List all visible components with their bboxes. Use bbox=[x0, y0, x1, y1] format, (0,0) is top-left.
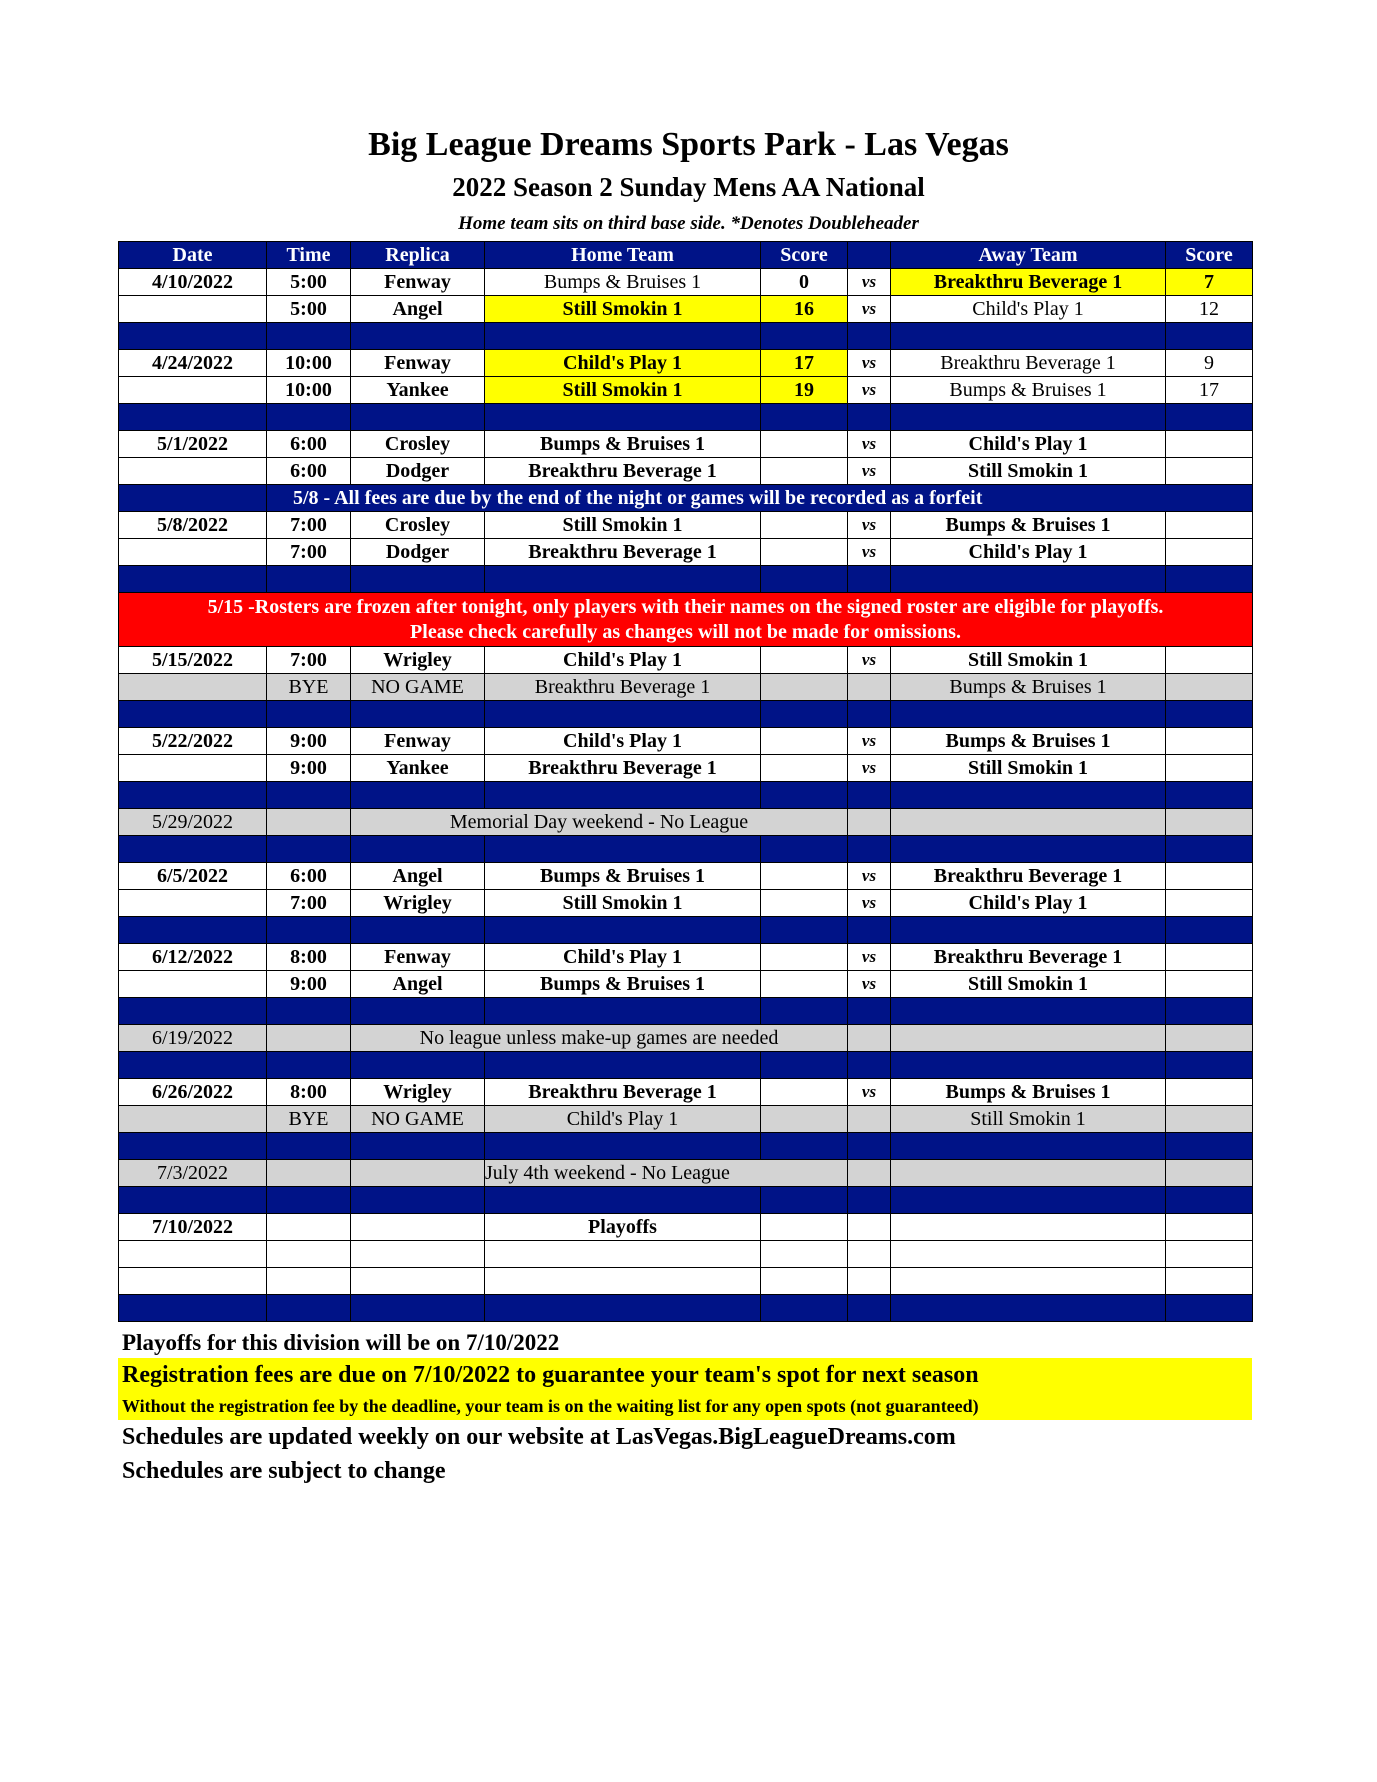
table-header-row bbox=[119, 242, 1253, 269]
time-cell: 6:00 bbox=[267, 863, 351, 890]
fees-banner: 5/8 - All fees are due by the end of the night or games will be recorded as a forfeit bbox=[267, 485, 1253, 512]
time-cell: 10:00 bbox=[267, 377, 351, 404]
away-team-cell: Child's Play 1 bbox=[891, 431, 1166, 458]
away-score-cell bbox=[1166, 1025, 1253, 1052]
away-team-cell: Still Smokin 1 bbox=[891, 458, 1166, 485]
field-cell: Yankee bbox=[351, 755, 485, 782]
away-team-cell: Bumps & Bruises 1 bbox=[891, 728, 1166, 755]
table-row bbox=[119, 944, 1253, 971]
table-row bbox=[119, 539, 1253, 566]
time-cell: 5:00 bbox=[267, 269, 351, 296]
separator-row bbox=[119, 782, 1253, 809]
col-header-vs bbox=[848, 242, 891, 269]
time-cell: 7:00 bbox=[267, 890, 351, 917]
home-score-cell: 19 bbox=[761, 377, 848, 404]
table-row bbox=[119, 971, 1253, 998]
bye-row bbox=[119, 1106, 1253, 1133]
field-cell: NO GAME bbox=[351, 1106, 485, 1133]
date-cell: 4/24/2022 bbox=[119, 350, 267, 377]
home-score-cell bbox=[761, 458, 848, 485]
time-cell: BYE bbox=[267, 674, 351, 701]
away-team-cell: Still Smokin 1 bbox=[891, 755, 1166, 782]
separator-row bbox=[119, 404, 1253, 431]
vs-cell bbox=[848, 1214, 891, 1241]
field-cell: NO GAME bbox=[351, 674, 485, 701]
date-cell: 7/3/2022 bbox=[119, 1160, 267, 1187]
field-cell bbox=[351, 1214, 485, 1241]
change-note: Schedules are subject to change bbox=[122, 1458, 446, 1484]
time-cell bbox=[267, 1214, 351, 1241]
home-team-cell: Breakthru Beverage 1 bbox=[485, 1079, 761, 1106]
time-cell: 6:00 bbox=[267, 431, 351, 458]
field-cell bbox=[351, 1160, 485, 1187]
time-cell: 9:00 bbox=[267, 755, 351, 782]
vs-cell: vs bbox=[848, 971, 891, 998]
away-team-cell: Still Smokin 1 bbox=[891, 971, 1166, 998]
separator-row bbox=[119, 1187, 1253, 1214]
away-score-cell bbox=[1166, 1214, 1253, 1241]
date-cell bbox=[119, 458, 267, 485]
col-header-away-score: Score bbox=[1166, 242, 1253, 269]
away-team-cell: Breakthru Beverage 1 bbox=[891, 269, 1166, 296]
field-cell: Wrigley bbox=[351, 890, 485, 917]
date-cell: 5/1/2022 bbox=[119, 431, 267, 458]
separator-row bbox=[119, 1133, 1253, 1160]
away-team-cell: Child's Play 1 bbox=[891, 890, 1166, 917]
home-team-cell: Breakthru Beverage 1 bbox=[485, 539, 761, 566]
date-cell: 6/19/2022 bbox=[119, 1025, 267, 1052]
separator-row bbox=[119, 998, 1253, 1025]
time-cell: 9:00 bbox=[267, 728, 351, 755]
vs-cell: vs bbox=[848, 269, 891, 296]
vs-cell bbox=[848, 1160, 891, 1187]
vs-cell: vs bbox=[848, 296, 891, 323]
table-row bbox=[119, 1214, 1253, 1241]
vs-cell bbox=[848, 674, 891, 701]
home-team-cell: Child's Play 1 bbox=[485, 944, 761, 971]
vs-cell: vs bbox=[848, 539, 891, 566]
time-cell: 7:00 bbox=[267, 539, 351, 566]
field-cell: Crosley bbox=[351, 512, 485, 539]
date-cell: 7/10/2022 bbox=[119, 1214, 267, 1241]
separator-row bbox=[119, 566, 1253, 593]
time-cell: 10:00 bbox=[267, 350, 351, 377]
away-score-cell bbox=[1166, 890, 1253, 917]
away-team-cell bbox=[891, 809, 1166, 836]
field-cell: Angel bbox=[351, 863, 485, 890]
table-row bbox=[119, 890, 1253, 917]
table-row bbox=[119, 377, 1253, 404]
away-score-cell: 17 bbox=[1166, 377, 1253, 404]
vs-cell: vs bbox=[848, 512, 891, 539]
away-score-cell bbox=[1166, 674, 1253, 701]
col-header-away-team: Away Team bbox=[891, 242, 1166, 269]
date-cell bbox=[119, 755, 267, 782]
home-team-cell: Still Smokin 1 bbox=[485, 512, 761, 539]
vs-cell: vs bbox=[848, 377, 891, 404]
field-cell: Crosley bbox=[351, 431, 485, 458]
vs-cell: vs bbox=[848, 350, 891, 377]
home-team-cell: Still Smokin 1 bbox=[485, 377, 761, 404]
time-cell: 8:00 bbox=[267, 1079, 351, 1106]
rosters-banner-row bbox=[119, 593, 1253, 647]
home-team-cell: Still Smokin 1 bbox=[485, 890, 761, 917]
away-score-cell bbox=[1166, 512, 1253, 539]
time-cell bbox=[267, 1160, 351, 1187]
time-cell: 7:00 bbox=[267, 647, 351, 674]
away-score-cell: 7 bbox=[1166, 269, 1253, 296]
away-score-cell bbox=[1166, 431, 1253, 458]
home-team-cell: Breakthru Beverage 1 bbox=[485, 674, 761, 701]
away-team-cell: Bumps & Bruises 1 bbox=[891, 512, 1166, 539]
home-score-cell: 16 bbox=[761, 296, 848, 323]
home-team-cell: Bumps & Bruises 1 bbox=[485, 863, 761, 890]
date-cell: 5/29/2022 bbox=[119, 809, 267, 836]
date-cell bbox=[119, 971, 267, 998]
vs-cell: vs bbox=[848, 890, 891, 917]
table-row bbox=[119, 755, 1253, 782]
home-score-cell bbox=[761, 431, 848, 458]
away-score-cell bbox=[1166, 971, 1253, 998]
home-score-cell bbox=[761, 890, 848, 917]
away-score-cell bbox=[1166, 1106, 1253, 1133]
vs-cell bbox=[848, 809, 891, 836]
date-cell: 6/5/2022 bbox=[119, 863, 267, 890]
home-team-cell: Bumps & Bruises 1 bbox=[485, 971, 761, 998]
home-score-cell bbox=[761, 944, 848, 971]
away-score-cell bbox=[1166, 728, 1253, 755]
date-cell bbox=[119, 674, 267, 701]
home-team-cell: Breakthru Beverage 1 bbox=[485, 458, 761, 485]
home-team-cell: Bumps & Bruises 1 bbox=[485, 269, 761, 296]
field-cell: Fenway bbox=[351, 944, 485, 971]
away-score-cell bbox=[1166, 755, 1253, 782]
vs-cell: vs bbox=[848, 863, 891, 890]
time-cell: 5:00 bbox=[267, 296, 351, 323]
separator-row bbox=[119, 1052, 1253, 1079]
table-row bbox=[119, 512, 1253, 539]
away-score-cell bbox=[1166, 1160, 1253, 1187]
home-score-cell bbox=[761, 728, 848, 755]
away-team-cell: Bumps & Bruises 1 bbox=[891, 1079, 1166, 1106]
field-cell: Dodger bbox=[351, 539, 485, 566]
time-cell: 9:00 bbox=[267, 971, 351, 998]
home-team-cell: Child's Play 1 bbox=[485, 728, 761, 755]
away-team-cell: Still Smokin 1 bbox=[891, 647, 1166, 674]
home-team-cell: Breakthru Beverage 1 bbox=[485, 755, 761, 782]
home-score-cell bbox=[761, 863, 848, 890]
time-cell: 8:00 bbox=[267, 944, 351, 971]
field-cell: Wrigley bbox=[351, 1079, 485, 1106]
away-team-cell: Bumps & Bruises 1 bbox=[891, 674, 1166, 701]
no-league-row bbox=[119, 1025, 1253, 1052]
home-score-cell bbox=[761, 1214, 848, 1241]
vs-cell: vs bbox=[848, 944, 891, 971]
schedule-note: Home team sits on third base side. *Denotes Doubleheader bbox=[458, 213, 919, 234]
waiting-list-note: Without the registration fee by the deadline, your team is on the waiting list for any open spots (not guaranteed) bbox=[122, 1396, 979, 1416]
no-league-row bbox=[119, 1160, 1253, 1187]
bye-row bbox=[119, 674, 1253, 701]
away-team-cell: Breakthru Beverage 1 bbox=[891, 863, 1166, 890]
rosters-banner bbox=[119, 593, 1253, 647]
home-score-cell bbox=[761, 674, 848, 701]
home-score-cell bbox=[761, 971, 848, 998]
date-cell: 5/22/2022 bbox=[119, 728, 267, 755]
fees-banner-row bbox=[119, 485, 1253, 512]
time-cell: 7:00 bbox=[267, 512, 351, 539]
away-score-cell bbox=[1166, 863, 1253, 890]
no-league-row bbox=[119, 809, 1253, 836]
vs-cell: vs bbox=[848, 431, 891, 458]
playoffs-cell: Playoffs bbox=[485, 1214, 761, 1241]
date-cell bbox=[119, 539, 267, 566]
home-score-cell bbox=[761, 1106, 848, 1133]
table-row bbox=[119, 863, 1253, 890]
time-cell: 6:00 bbox=[267, 458, 351, 485]
away-team-cell: Child's Play 1 bbox=[891, 296, 1166, 323]
field-cell: Fenway bbox=[351, 350, 485, 377]
home-score-cell bbox=[761, 512, 848, 539]
separator-row bbox=[119, 1295, 1253, 1322]
website-note: Schedules are updated weekly on our website at LasVegas.BigLeagueDreams.com bbox=[122, 1424, 956, 1450]
away-score-cell bbox=[1166, 809, 1253, 836]
table-row bbox=[119, 296, 1253, 323]
time-cell bbox=[267, 809, 351, 836]
date-cell bbox=[119, 1106, 267, 1133]
table-row bbox=[119, 647, 1253, 674]
away-score-cell bbox=[1166, 944, 1253, 971]
vs-cell: vs bbox=[848, 458, 891, 485]
date-cell: 5/8/2022 bbox=[119, 512, 267, 539]
away-team-cell: Child's Play 1 bbox=[891, 539, 1166, 566]
field-cell: Wrigley bbox=[351, 647, 485, 674]
date-cell: 6/12/2022 bbox=[119, 944, 267, 971]
field-cell: Fenway bbox=[351, 728, 485, 755]
home-score-cell: 0 bbox=[761, 269, 848, 296]
field-cell: Angel bbox=[351, 296, 485, 323]
table-row bbox=[119, 1079, 1253, 1106]
field-cell: Angel bbox=[351, 971, 485, 998]
col-header-date: Date bbox=[119, 242, 267, 269]
col-header-home-team: Home Team bbox=[485, 242, 761, 269]
away-score-cell: 9 bbox=[1166, 350, 1253, 377]
table-row bbox=[119, 458, 1253, 485]
date-cell bbox=[119, 377, 267, 404]
page-title: Big League Dreams Sports Park - Las Vegas bbox=[368, 126, 1009, 163]
home-score-cell bbox=[761, 755, 848, 782]
no-league-note: July 4th weekend - No League bbox=[485, 1160, 848, 1187]
rosters-banner-line1: 5/15 -Rosters are frozen after tonight, only players with their names on the signed roster are eligible for playoffs. bbox=[207, 595, 1164, 618]
date-cell bbox=[119, 890, 267, 917]
table-row bbox=[119, 269, 1253, 296]
table-row bbox=[119, 350, 1253, 377]
vs-cell: vs bbox=[848, 1079, 891, 1106]
field-cell: Fenway bbox=[351, 269, 485, 296]
home-team-cell: Bumps & Bruises 1 bbox=[485, 431, 761, 458]
empty-row bbox=[119, 1268, 1253, 1295]
home-score-cell bbox=[761, 1079, 848, 1106]
away-score-cell: 12 bbox=[1166, 296, 1253, 323]
schedule-table bbox=[118, 241, 1253, 1322]
home-score-cell: 17 bbox=[761, 350, 848, 377]
table-row bbox=[119, 728, 1253, 755]
no-league-note: No league unless make-up games are needed bbox=[351, 1025, 848, 1052]
away-team-cell: Still Smokin 1 bbox=[891, 1106, 1166, 1133]
time-cell bbox=[267, 1025, 351, 1052]
table-row bbox=[119, 431, 1253, 458]
date-cell: 6/26/2022 bbox=[119, 1079, 267, 1106]
playoffs-date-note: Playoffs for this division will be on 7/10/2022 bbox=[122, 1330, 560, 1355]
home-score-cell bbox=[761, 647, 848, 674]
home-team-cell: Child's Play 1 bbox=[485, 350, 761, 377]
no-league-note: Memorial Day weekend - No League bbox=[351, 809, 848, 836]
separator-row bbox=[119, 917, 1253, 944]
home-score-cell bbox=[761, 539, 848, 566]
page-subtitle: 2022 Season 2 Sunday Mens AA National bbox=[452, 172, 925, 202]
date-cell: 5/15/2022 bbox=[119, 647, 267, 674]
away-score-cell bbox=[1166, 539, 1253, 566]
home-team-cell: Still Smokin 1 bbox=[485, 296, 761, 323]
away-team-cell: Bumps & Bruises 1 bbox=[891, 377, 1166, 404]
vs-cell: vs bbox=[848, 755, 891, 782]
separator-row bbox=[119, 323, 1253, 350]
col-header-replica: Replica bbox=[351, 242, 485, 269]
col-header-time: Time bbox=[267, 242, 351, 269]
col-header-home-score: Score bbox=[761, 242, 848, 269]
empty-row bbox=[119, 1241, 1253, 1268]
away-team-cell bbox=[891, 1160, 1166, 1187]
vs-cell: vs bbox=[848, 647, 891, 674]
away-score-cell bbox=[1166, 1079, 1253, 1106]
home-team-cell: Child's Play 1 bbox=[485, 1106, 761, 1133]
date-cell bbox=[119, 296, 267, 323]
date-cell: 4/10/2022 bbox=[119, 269, 267, 296]
separator-row bbox=[119, 701, 1253, 728]
field-cell: Yankee bbox=[351, 377, 485, 404]
field-cell: Dodger bbox=[351, 458, 485, 485]
rosters-banner-line2: Please check carefully as changes will not be made for omissions. bbox=[410, 620, 961, 643]
registration-note: Registration fees are due on 7/10/2022 to guarantee your team's spot for next season bbox=[122, 1362, 979, 1388]
vs-cell bbox=[848, 1106, 891, 1133]
vs-cell: vs bbox=[848, 728, 891, 755]
vs-cell bbox=[848, 1025, 891, 1052]
away-team-cell: Breakthru Beverage 1 bbox=[891, 944, 1166, 971]
time-cell: BYE bbox=[267, 1106, 351, 1133]
away-team-cell bbox=[891, 1214, 1166, 1241]
separator-row bbox=[119, 836, 1253, 863]
away-score-cell bbox=[1166, 458, 1253, 485]
away-team-cell: Breakthru Beverage 1 bbox=[891, 350, 1166, 377]
away-score-cell bbox=[1166, 647, 1253, 674]
away-team-cell bbox=[891, 1025, 1166, 1052]
home-team-cell: Child's Play 1 bbox=[485, 647, 761, 674]
